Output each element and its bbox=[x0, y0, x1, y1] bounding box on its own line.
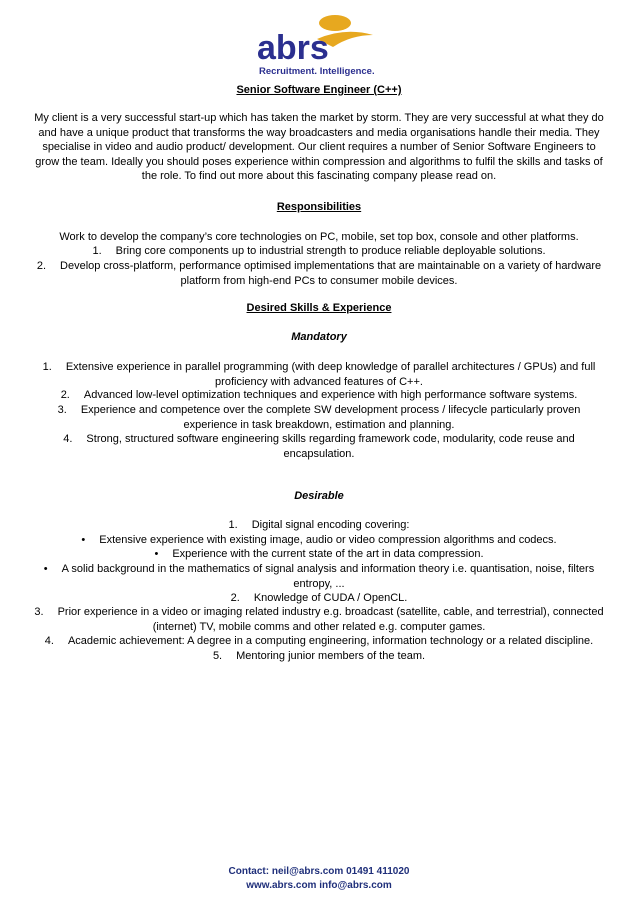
list-number: 1. bbox=[42, 361, 52, 373]
mandatory-item bbox=[50, 403, 588, 432]
list-text: Advanced low-level optimization techniques and experience with high performance software systems. bbox=[83, 389, 578, 401]
responsibility-item bbox=[0, 244, 638, 259]
list-text: Academic achievement: A degree in a computing engineering, information technology or a related discipline. bbox=[67, 635, 594, 647]
mandatory-item bbox=[24, 360, 614, 389]
responsibilities-lead: Work to develop the company’s core technologies on PC, mobile, set top box, console and other platforms. bbox=[59, 231, 579, 243]
footer-contact: Contact: neil@abrs.com 01491 411020 bbox=[228, 866, 410, 877]
skills-heading: Desired Skills & Experience bbox=[246, 302, 392, 314]
bullet-item bbox=[0, 533, 638, 548]
list-number: 1. bbox=[228, 519, 238, 531]
bullet-text: Extensive experience with existing image, audio or video compression algorithms and codecs. bbox=[99, 534, 557, 546]
desirable-item bbox=[0, 649, 638, 664]
desirable-heading: Desirable bbox=[294, 490, 344, 502]
bullet-icon: • bbox=[154, 548, 159, 560]
bullet-text: A solid background in the mathematics of signal analysis and information theory i.e. quantisation, noise, filters entropy, ... bbox=[61, 563, 595, 590]
list-number: 2. bbox=[230, 592, 240, 604]
footer-web: www.abrs.com info@abrs.com bbox=[246, 880, 392, 891]
desirable-item bbox=[0, 591, 638, 606]
list-number: 4. bbox=[63, 433, 73, 445]
logo-tagline: Recruitment. Intelligence. bbox=[259, 66, 375, 77]
list-text: Prior experience in a video or imaging related industry e.g. broadcast (satellite, cable, and terrestrial), connected (internet) TV, mobile comms and other related e.g. computer games. bbox=[57, 606, 604, 633]
intro-paragraph: My client is a very successful start-up which has taken the market by storm. They are very successful at what they do and have a unique product that transforms the way broadcasters and media organisations handle their media. They specialise in video and audio product/ development. Our client requires a number of Senior Software Engineers to grow the team. Ideally you should poses experience within compression and algorithms to fulfil the skills and tasks of the role. To find out more about this fascinating company please read on. bbox=[34, 112, 604, 182]
list-text: Mentoring junior members of the team. bbox=[236, 650, 426, 662]
list-text: Extensive experience in parallel programming (with deep knowledge of parallel architectures / GPUs) and full proficiency with advanced features of C++. bbox=[65, 361, 596, 388]
bullet-item bbox=[0, 547, 638, 562]
list-text: Knowledge of CUDA / OpenCL. bbox=[253, 592, 408, 604]
abrs-logo-mark bbox=[255, 13, 385, 77]
list-number: 5. bbox=[212, 650, 223, 662]
responsibilities-heading: Responsibilities bbox=[276, 201, 362, 213]
page-title: Senior Software Engineer (C++) bbox=[236, 84, 402, 96]
list-text: Develop cross-platform, performance optimised implementations that are maintainable on a variety of hardware platform from high-end PCs to consumer mobile devices. bbox=[60, 260, 602, 287]
list-number: 1. bbox=[92, 245, 102, 257]
desirable-item bbox=[0, 518, 638, 533]
list-number: 3. bbox=[34, 606, 44, 618]
list-text: Bring core components up to industrial strength to produce reliable deployable solutions. bbox=[115, 245, 546, 257]
list-number: 4. bbox=[44, 635, 54, 647]
responsibility-item bbox=[20, 259, 618, 288]
mandatory-heading: Mandatory bbox=[291, 331, 347, 343]
bullet-icon: • bbox=[43, 563, 48, 575]
mandatory-item bbox=[0, 388, 638, 403]
company-logo bbox=[0, 13, 638, 79]
desirable-item bbox=[18, 605, 620, 634]
list-number: 3. bbox=[57, 404, 67, 416]
bullet-text: Experience with the current state of the art in data compression. bbox=[172, 548, 484, 560]
desirable-item bbox=[0, 634, 638, 649]
logo-wordmark: abrs bbox=[257, 29, 329, 67]
bullet-icon: • bbox=[81, 534, 86, 546]
list-text: Digital signal encoding covering: bbox=[251, 519, 410, 531]
list-number: 2. bbox=[36, 260, 47, 272]
list-number: 2. bbox=[60, 389, 70, 401]
list-text: Strong, structured software engineering skills regarding framework code, modularity, code reuse and encapsulation. bbox=[86, 433, 575, 460]
list-text: Experience and competence over the complete SW development process / lifecycle particularly proven experience in task breakdown, estimation and planning. bbox=[80, 404, 581, 431]
mandatory-item bbox=[50, 432, 588, 461]
bullet-item bbox=[40, 562, 598, 591]
